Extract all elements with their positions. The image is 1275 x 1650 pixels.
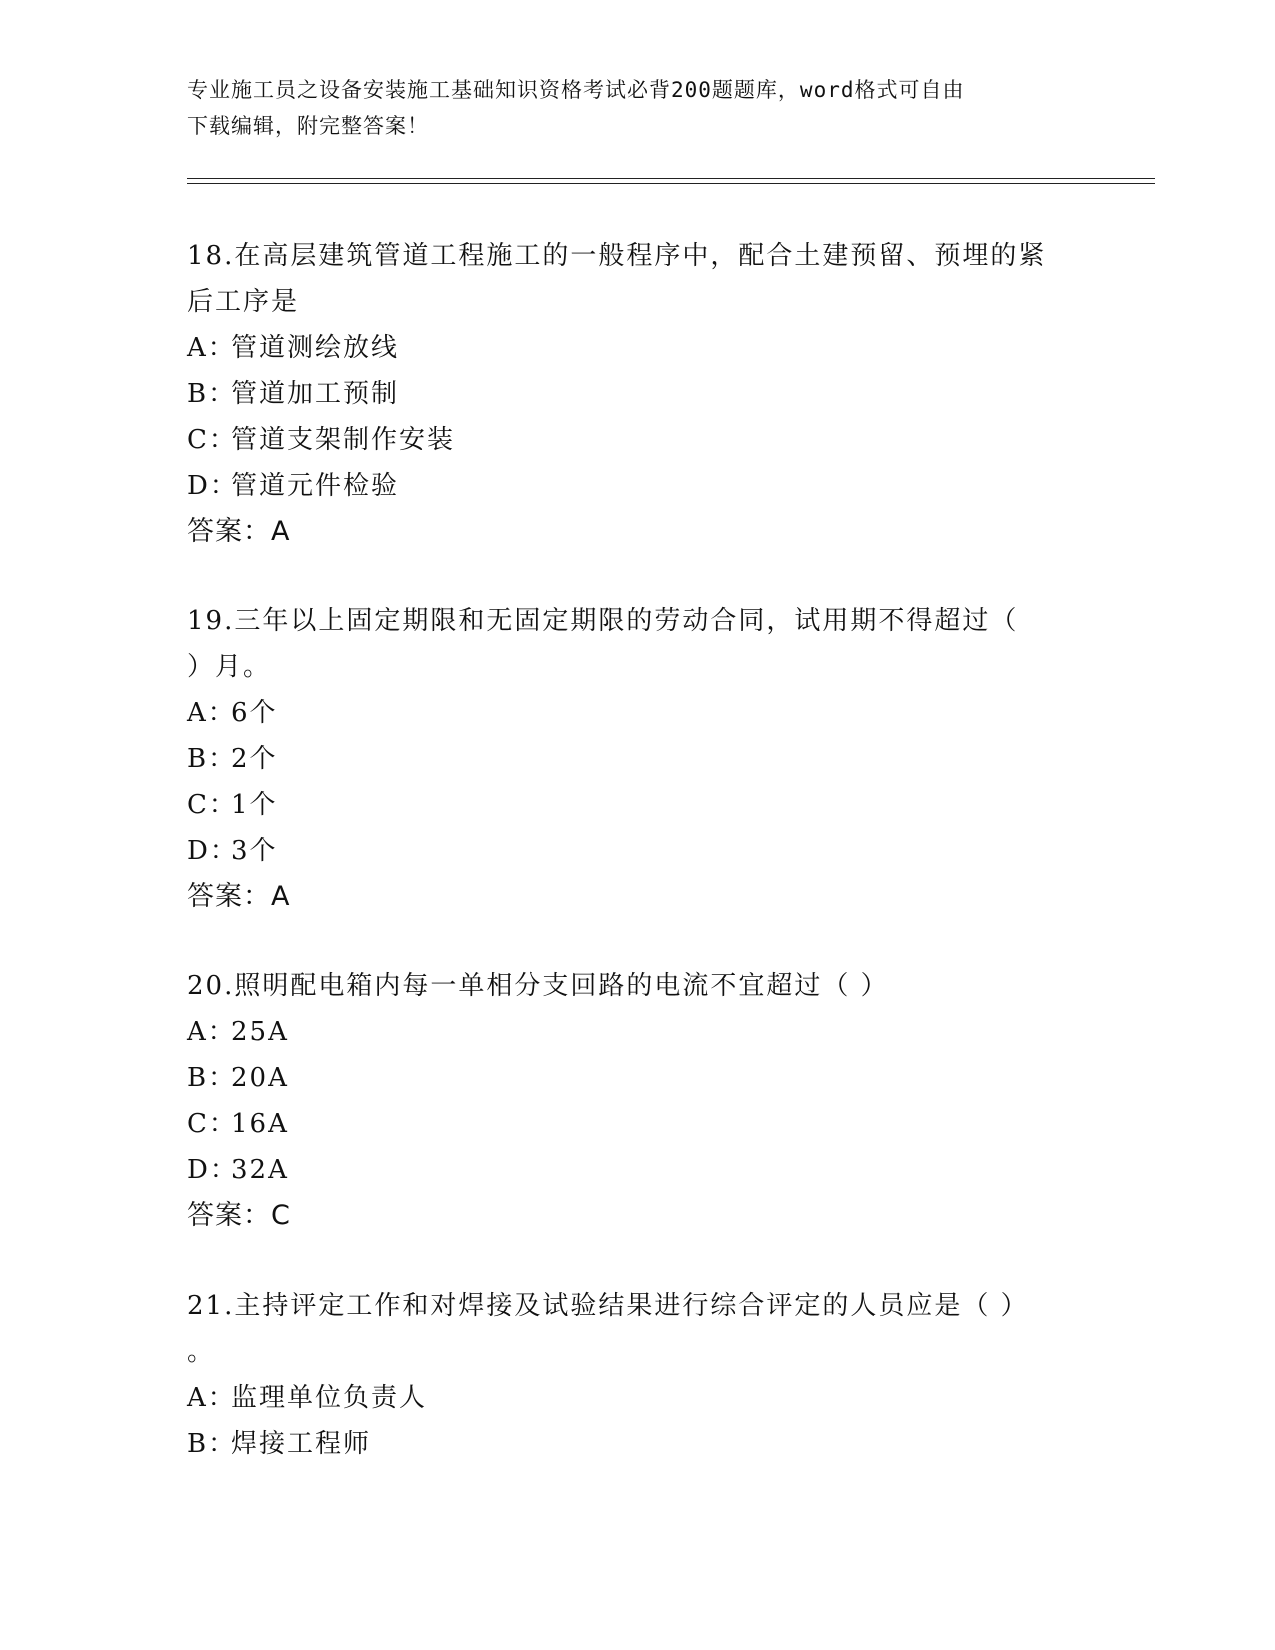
option-text: 管道元件检验 — [231, 471, 400, 501]
header-divider-top — [187, 178, 1155, 179]
question-text-continued: ）月。 — [187, 652, 272, 682]
option-text: 6个 — [231, 698, 278, 728]
answer-label: 答案： — [187, 516, 271, 547]
option-text: 1个 — [231, 790, 278, 820]
option-text: 32A — [231, 1155, 289, 1185]
question-text-continued: 。 — [187, 1337, 216, 1367]
option-text: 25A — [231, 1017, 289, 1047]
option-letter: A： — [187, 698, 236, 728]
option-letter: D： — [187, 836, 238, 866]
option-text: 焊接工程师 — [231, 1429, 372, 1459]
option-text: 管道加工预制 — [231, 379, 400, 409]
question-20 — [187, 963, 1087, 1239]
question-text: 20.照明配电箱内每一单相分支回路的电流不宜超过（ ） — [187, 971, 889, 1001]
question-text: 18.在高层建筑管道工程施工的一般程序中，配合土建预留、预埋的紧 — [187, 241, 1047, 271]
option-a — [187, 1009, 1087, 1055]
question-19 — [187, 598, 1087, 920]
option-text: 2个 — [231, 744, 278, 774]
header-line-1: 专业施工员之设备安装施工基础知识资格考试必背200题题库，word格式可自由 — [187, 78, 965, 102]
header-divider-bottom — [187, 183, 1155, 184]
question-text: 19.三年以上固定期限和无固定期限的劳动合同，试用期不得超过（ — [187, 606, 1019, 636]
option-d — [187, 828, 1087, 874]
option-letter: D： — [187, 1155, 238, 1185]
answer-value: A — [271, 881, 291, 912]
question-text-continued: 后工序是 — [187, 287, 300, 317]
option-letter: B： — [187, 744, 237, 774]
option-c — [187, 782, 1087, 828]
option-text: 3个 — [231, 836, 278, 866]
question-text: 21.主持评定工作和对焊接及试验结果进行综合评定的人员应是（ ） — [187, 1291, 1029, 1321]
answer-line — [187, 874, 1087, 920]
option-text: 20A — [231, 1063, 289, 1093]
option-text: 16A — [231, 1109, 289, 1139]
option-b — [187, 736, 1087, 782]
option-a — [187, 325, 1087, 371]
option-a — [187, 1375, 1087, 1421]
answer-line — [187, 509, 1087, 555]
option-b — [187, 1421, 1087, 1467]
option-letter: B： — [187, 1063, 237, 1093]
option-letter: B： — [187, 379, 237, 409]
option-letter: C： — [187, 790, 237, 820]
answer-value: C — [271, 1200, 291, 1231]
option-text: 监理单位负责人 — [231, 1383, 428, 1413]
option-text: 管道测绘放线 — [231, 333, 400, 363]
option-a — [187, 690, 1087, 736]
option-d — [187, 463, 1087, 509]
option-letter: A： — [187, 1017, 236, 1047]
header-line-2: 下载编辑，附完整答案！ — [187, 114, 429, 138]
option-text: 管道支架制作安装 — [231, 425, 456, 455]
option-letter: A： — [187, 333, 236, 363]
answer-label: 答案： — [187, 1200, 271, 1231]
question-18 — [187, 233, 1087, 555]
answer-label: 答案： — [187, 881, 271, 912]
question-21 — [187, 1283, 1087, 1467]
option-letter: A： — [187, 1383, 236, 1413]
option-letter: B： — [187, 1429, 237, 1459]
option-c — [187, 1101, 1087, 1147]
option-letter: D： — [187, 471, 238, 501]
option-d — [187, 1147, 1087, 1193]
option-c — [187, 417, 1087, 463]
option-letter: C： — [187, 1109, 237, 1139]
document-header — [187, 72, 1067, 144]
option-b — [187, 1055, 1087, 1101]
option-b — [187, 371, 1087, 417]
answer-value: A — [271, 516, 291, 547]
answer-line — [187, 1193, 1087, 1239]
option-letter: C： — [187, 425, 237, 455]
